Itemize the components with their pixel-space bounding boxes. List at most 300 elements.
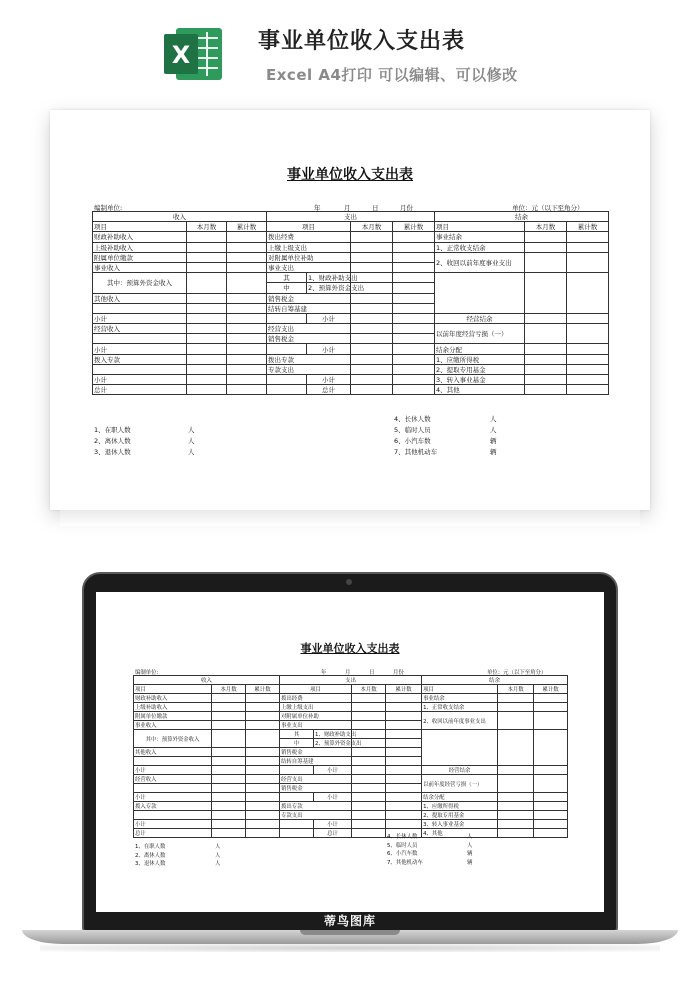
value-cell [393, 354, 435, 364]
expense-item [267, 344, 307, 354]
value-cell [351, 303, 393, 313]
value-cell [246, 811, 280, 820]
expense-item: 上缴上级支出 [267, 242, 351, 252]
value-cell [393, 334, 435, 344]
value-cell [187, 324, 227, 334]
expense-item: 拨出专款 [280, 802, 352, 811]
value-cell [525, 385, 567, 395]
staff-row [394, 447, 497, 458]
value-cell [227, 303, 267, 313]
income-item: 小计 [93, 313, 187, 323]
col-cumulative-header: 累计数 [393, 222, 435, 232]
staff-unit: 人 [188, 448, 195, 456]
col-item-header: 项目 [93, 222, 187, 232]
expense-item: 经营支出 [280, 775, 352, 784]
staff-unit: 辆 [490, 448, 497, 456]
income-item: 拨入专款 [93, 354, 187, 364]
value-cell [498, 802, 534, 811]
value-cell [187, 364, 227, 374]
surplus-item: 结余分配 [422, 793, 498, 802]
surplus-item: 事业结余 [435, 232, 525, 242]
expense-item: 销售税金 [267, 293, 351, 303]
staff-unit: 人 [215, 852, 221, 859]
excel-icon [162, 22, 226, 86]
staff-unit: 人 [188, 426, 195, 434]
value-cell [352, 748, 386, 757]
sheet-preview-laptop [133, 640, 567, 870]
currency-note: 单位：元（以下至角分） [487, 670, 547, 676]
col-cumulative-header: 累计数 [246, 685, 280, 694]
expense-subtotal: 总计 [314, 829, 352, 838]
section-expense: 支出 [280, 676, 422, 685]
day-label: 日 [369, 670, 375, 676]
value-cell [227, 242, 267, 252]
value-cell [525, 242, 567, 252]
expense-subtotal: 小计 [314, 820, 352, 829]
staff-left [135, 842, 220, 868]
value-cell [246, 694, 280, 703]
expense-item: 专款支出 [267, 364, 351, 374]
expense-item [280, 793, 314, 802]
value-cell [352, 811, 386, 820]
section-income: 收入 [134, 676, 280, 685]
income-item: 小计 [134, 793, 212, 802]
value-cell [498, 775, 534, 793]
value-cell [534, 712, 568, 730]
value-cell [386, 694, 422, 703]
col-cumulative-header: 累计数 [227, 222, 267, 232]
unit-label: 编制单位: [135, 670, 159, 676]
value-cell [567, 385, 609, 395]
value-cell [227, 313, 267, 323]
value-cell [393, 375, 435, 385]
col-month-header: 本月数 [351, 222, 393, 232]
value-cell [567, 242, 609, 252]
income-item: 小计 [93, 375, 187, 385]
value-cell [525, 232, 567, 242]
surplus-item: 以前年度经营亏损（一） [422, 775, 498, 793]
income-item: 小计 [134, 766, 212, 775]
value-cell [534, 811, 568, 820]
value-cell [212, 766, 246, 775]
value-cell [227, 293, 267, 303]
income-item: 小计 [93, 344, 187, 354]
income-item: 附属单位缴款 [93, 252, 187, 262]
day-label: 日 [372, 204, 379, 212]
value-cell [227, 273, 267, 293]
expense-subtotal: 小计 [314, 793, 352, 802]
surplus-item: 1、应缴所得税 [435, 354, 525, 364]
value-cell [246, 784, 280, 793]
value-cell [212, 712, 246, 721]
staff-label: 5、临时人员 [387, 842, 418, 849]
expense-item: 事业支出 [267, 262, 351, 272]
value-cell [187, 334, 227, 344]
value-cell [386, 730, 422, 739]
income-item: 其中：预算外资金收入 [134, 730, 212, 748]
staff-row [387, 858, 472, 867]
expense-subtotal: 小计 [314, 766, 352, 775]
value-cell [393, 303, 435, 313]
value-cell [498, 793, 534, 802]
value-cell [525, 364, 567, 374]
value-cell [386, 712, 422, 721]
col-month-header: 本月数 [212, 685, 246, 694]
value-cell [525, 273, 567, 314]
value-cell [352, 829, 386, 838]
value-cell [227, 334, 267, 344]
value-cell [352, 712, 386, 721]
value-cell [351, 344, 393, 354]
month-period-label: 月份 [393, 670, 404, 676]
expense-item: 上缴上级支出 [280, 703, 352, 712]
value-cell [393, 385, 435, 395]
value-cell [187, 354, 227, 364]
value-cell [212, 829, 246, 838]
income-item: 事业收入 [134, 721, 212, 730]
value-cell [246, 703, 280, 712]
staff-row [94, 436, 195, 447]
value-cell [498, 730, 534, 766]
value-cell [212, 793, 246, 802]
value-cell [386, 757, 422, 766]
camera-icon [346, 579, 352, 585]
surplus-item: 3、转入事业基金 [435, 375, 525, 385]
expense-item [267, 313, 307, 323]
staff-row [387, 832, 472, 841]
staff-unit: 人 [215, 861, 221, 867]
col-item-header: 项目 [267, 222, 351, 232]
value-cell [246, 721, 280, 730]
expense-item [267, 385, 307, 395]
income-item: 其他收入 [134, 748, 212, 757]
income-item [93, 303, 187, 313]
value-cell [525, 313, 567, 323]
surplus-item: 2、收回以前年度事业支出 [422, 712, 498, 730]
income-item [134, 784, 212, 793]
staff-label: 1、在职人数 [135, 844, 166, 850]
value-cell [246, 712, 280, 721]
value-cell [498, 829, 534, 838]
value-cell [246, 802, 280, 811]
col-cumulative-header: 累计数 [567, 222, 609, 232]
page-subtitle: Excel A4打印 可以编辑、可以修改 [266, 66, 518, 84]
surplus-item: 事业结余 [422, 694, 498, 703]
value-cell [498, 820, 534, 829]
surplus-item: 以前年度经营亏损（一） [435, 324, 525, 344]
col-item-header: 项目 [134, 685, 212, 694]
value-cell [212, 784, 246, 793]
value-cell [187, 273, 227, 293]
value-cell [351, 242, 393, 252]
staff-label: 6、小汽车数 [394, 437, 431, 445]
value-cell [246, 757, 280, 766]
value-cell [351, 334, 393, 344]
value-cell [227, 385, 267, 395]
staff-label: 4、长休人数 [387, 834, 418, 840]
sheet-title: 事业单位收入支出表 [287, 167, 413, 183]
value-cell [534, 793, 568, 802]
value-cell [351, 385, 393, 395]
expense-subtotal: 小计 [307, 344, 351, 354]
expense-item [280, 829, 314, 838]
expense-item: 拨出专款 [267, 354, 351, 364]
value-cell [187, 262, 227, 272]
value-cell [352, 757, 386, 766]
surplus-item: 1、正常收支结余 [435, 242, 525, 252]
value-cell [351, 375, 393, 385]
income-item: 经营收入 [93, 324, 187, 334]
value-cell [567, 252, 609, 272]
value-cell [212, 730, 246, 748]
value-cell [246, 766, 280, 775]
value-cell [534, 703, 568, 712]
staff-unit: 人 [467, 842, 473, 849]
col-month-header: 本月数 [187, 222, 227, 232]
staff-row [394, 425, 497, 436]
value-cell [227, 252, 267, 262]
staff-unit: 人 [188, 437, 195, 445]
income-item [93, 364, 187, 374]
value-cell [534, 829, 568, 838]
staff-row [135, 842, 220, 851]
value-cell [212, 802, 246, 811]
header [0, 0, 700, 100]
expense-subtotal: 小计 [307, 375, 351, 385]
expense-item: 1、财政补助支出 [314, 730, 352, 739]
value-cell [498, 766, 534, 775]
value-cell [393, 313, 435, 323]
value-cell [393, 364, 435, 374]
value-cell [212, 703, 246, 712]
expense-item [280, 820, 314, 829]
col-month-header: 本月数 [352, 685, 386, 694]
sheet-preview [92, 160, 608, 460]
value-cell [351, 364, 393, 374]
excel-icon-letter: X [171, 41, 191, 69]
statement-table [92, 211, 609, 395]
staff-unit: 人 [490, 426, 497, 434]
expense-item: 销售税金 [280, 784, 352, 793]
staff-label: 5、临时人员 [394, 426, 431, 434]
value-cell [393, 242, 435, 252]
sheet-title: 事业单位收入支出表 [300, 642, 400, 655]
expense-zhong: 中 [280, 739, 314, 748]
staff-right [394, 414, 497, 458]
value-cell [525, 375, 567, 385]
month-label: 月 [345, 670, 351, 676]
staff-left [94, 425, 195, 458]
value-cell [187, 385, 227, 395]
unit-label: 编制单位: [94, 204, 123, 212]
income-item: 上级补助收入 [134, 703, 212, 712]
value-cell [534, 730, 568, 766]
surplus-item: 经营结余 [435, 313, 525, 323]
expense-item: 2、预算外资金支出 [308, 284, 365, 293]
value-cell [227, 344, 267, 354]
value-cell [386, 802, 422, 811]
income-item [134, 757, 212, 766]
value-cell [246, 730, 280, 748]
expense-item: 2、预算外资金支出 [314, 739, 352, 748]
staff-row [135, 859, 220, 868]
value-cell [227, 375, 267, 385]
income-item: 事业收入 [93, 262, 187, 272]
value-cell [351, 293, 393, 303]
expense-item: 拨出经费 [280, 694, 352, 703]
value-cell [567, 324, 609, 344]
value-cell [352, 793, 386, 802]
expense-item [267, 375, 307, 385]
staff-label: 3、退休人数 [135, 861, 166, 867]
value-cell [393, 293, 435, 303]
value-cell [352, 721, 386, 730]
col-item-header: 项目 [422, 685, 498, 694]
value-cell [352, 694, 386, 703]
surplus-blank [422, 730, 498, 766]
expense-item: 事业支出 [280, 721, 352, 730]
value-cell [525, 324, 567, 344]
surplus-item: 经营结余 [422, 766, 498, 775]
expense-item: 1、财政补助支出 [308, 274, 358, 283]
year-label: 年 [314, 204, 321, 212]
statement-table [133, 675, 568, 838]
value-cell [386, 775, 422, 784]
value-cell [386, 820, 422, 829]
paper-shadow [60, 510, 640, 526]
expense-zhong: 中 [267, 283, 307, 293]
value-cell [212, 748, 246, 757]
value-cell [393, 232, 435, 242]
income-item: 小计 [134, 820, 212, 829]
value-cell [212, 811, 246, 820]
staff-label: 2、离休人数 [94, 437, 131, 445]
section-surplus: 结余 [435, 212, 609, 222]
income-item: 拨入专款 [134, 802, 212, 811]
col-item-header: 项目 [280, 685, 352, 694]
value-cell [386, 739, 422, 748]
expense-item: 专款支出 [280, 811, 352, 820]
value-cell [567, 364, 609, 374]
col-item-header: 项目 [435, 222, 525, 232]
page-title: 事业单位收入支出表 [258, 29, 466, 54]
value-cell [352, 703, 386, 712]
value-cell [212, 694, 246, 703]
surplus-item: 1、应缴所得税 [422, 802, 498, 811]
value-cell [227, 364, 267, 374]
expense-item: 经营支出 [267, 324, 351, 334]
value-cell [187, 375, 227, 385]
section-income: 收入 [93, 212, 267, 222]
value-cell [351, 252, 393, 262]
expense-item: 销售税金 [267, 334, 351, 344]
value-cell [386, 784, 422, 793]
staff-unit: 辆 [467, 859, 473, 866]
value-cell [351, 262, 393, 272]
expense-item: 拨出经费 [267, 232, 351, 242]
value-cell [187, 344, 227, 354]
month-label: 月 [344, 204, 351, 212]
expense-item: 结转自筹基建 [280, 757, 352, 766]
income-item: 附属单位缴款 [134, 712, 212, 721]
value-cell [386, 721, 422, 730]
value-cell [352, 820, 386, 829]
value-cell [352, 784, 386, 793]
staff-label: 7、其他机动车 [394, 448, 438, 456]
expense-item: 结转自筹基建 [267, 303, 351, 313]
staff-row [394, 414, 497, 425]
col-month-header: 本月数 [525, 222, 567, 232]
staff-unit: 人 [215, 844, 221, 850]
value-cell [246, 820, 280, 829]
staff-row [387, 849, 472, 858]
value-cell [187, 313, 227, 323]
value-cell [567, 313, 609, 323]
staff-label: 6、小汽车数 [387, 851, 418, 857]
laptop-brand: 蒂鸟图库 [323, 914, 376, 928]
col-month-header: 本月数 [498, 685, 534, 694]
value-cell [227, 232, 267, 242]
value-cell [567, 232, 609, 242]
value-cell [534, 766, 568, 775]
income-item: 经营收入 [134, 775, 212, 784]
staff-row [94, 425, 195, 436]
staff-label: 2、离休人数 [135, 852, 166, 859]
staff-label: 1、在职人数 [94, 426, 131, 434]
value-cell [187, 303, 227, 313]
surplus-item: 2、提取专用基金 [422, 811, 498, 820]
staff-row [135, 851, 220, 860]
value-cell [386, 793, 422, 802]
expense-subtotal: 小计 [307, 313, 351, 323]
currency-note: 单位：元（以下至角分） [512, 204, 584, 212]
income-item: 财政补助收入 [134, 694, 212, 703]
staff-row [394, 436, 497, 447]
value-cell [351, 232, 393, 242]
value-cell [525, 252, 567, 272]
value-cell [352, 775, 386, 784]
staff-row [387, 841, 472, 850]
value-cell [534, 820, 568, 829]
staff-right [387, 832, 472, 866]
value-cell [498, 811, 534, 820]
expense-qi: 其 [280, 730, 314, 739]
value-cell [187, 293, 227, 303]
value-cell [187, 252, 227, 262]
value-cell [393, 283, 435, 293]
value-cell [386, 703, 422, 712]
value-cell [534, 775, 568, 793]
value-cell [393, 344, 435, 354]
value-cell [567, 273, 609, 314]
income-item: 总计 [93, 385, 187, 395]
value-cell [393, 273, 435, 283]
income-item: 其中：预算外资金收入 [93, 273, 187, 293]
value-cell [534, 694, 568, 703]
surplus-blank [435, 273, 525, 314]
value-cell [352, 730, 386, 739]
staff-unit: 辆 [467, 851, 473, 857]
value-cell [393, 324, 435, 334]
value-cell [212, 757, 246, 766]
value-cell [525, 354, 567, 364]
value-cell [212, 820, 246, 829]
value-cell [187, 232, 227, 242]
value-cell [246, 793, 280, 802]
value-cell [386, 811, 422, 820]
expense-item: 对附属单位补助 [280, 712, 352, 721]
value-cell [351, 313, 393, 323]
